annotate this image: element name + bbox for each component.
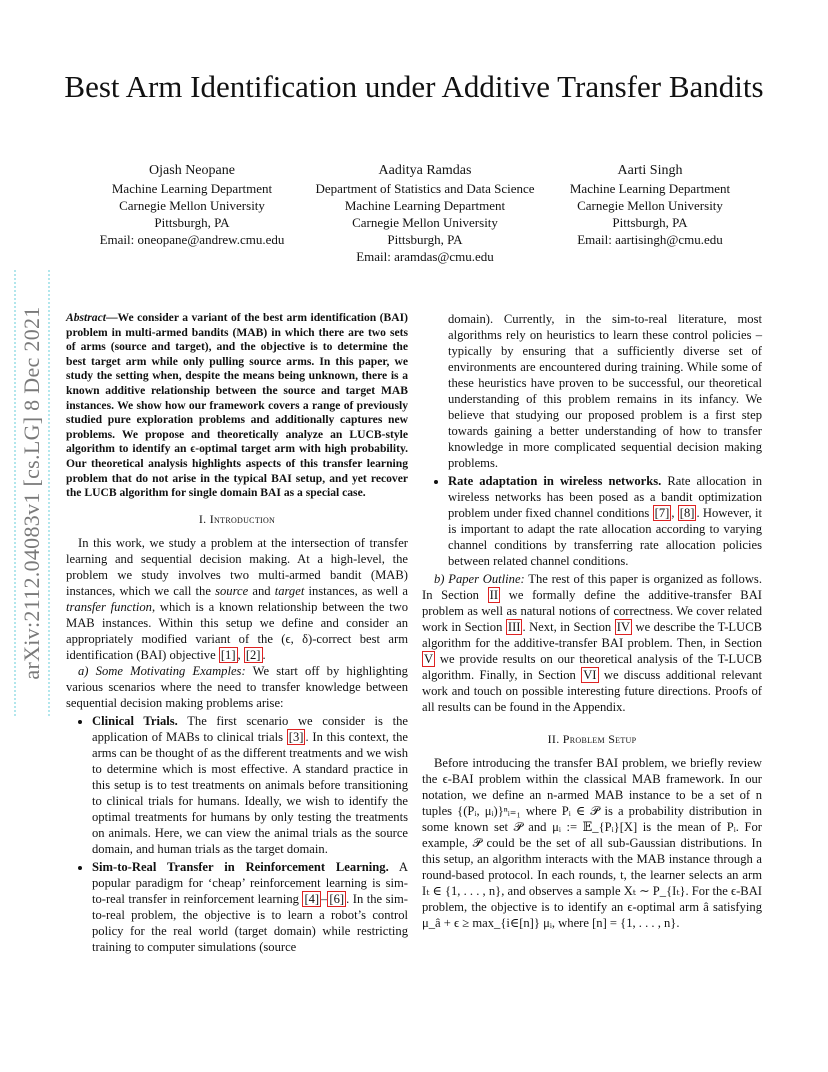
list-item-title: Rate adaptation in wireless networks. bbox=[448, 474, 662, 488]
author-affiliation: Machine Learning Department bbox=[344, 198, 506, 213]
text-run: we describe the T-LUCB algorithm for the additive-transfer BAI problem. Then, in Section bbox=[422, 620, 762, 650]
paragraph-label: b) Paper Outline: bbox=[434, 572, 525, 586]
citation-link[interactable]: [3] bbox=[288, 729, 304, 744]
text-run: We start off by highlighting various scenarios where the need to transfer knowledge between sequential decision making problems arise: bbox=[66, 663, 408, 710]
abstract-text: —We consider a variant of the best arm identification (BAI) problem in multi-armed bandits (MAB) in which there are two sets of arms (source and target), and the objective is to determine the best target arm while only pulling source arms. In this paper, we study the setting when, despite the means being unknown, there is a known additive relationship between the source and target MAB instances. We show how our framework covers a range of previously studied pure exploration problems and additionally captures new problems. We propose and theoretically analyze an LUCB-style algorithm to identify an ϵ-optimal target arm with high probability. Our theoretical analysis highlights aspects of this transfer learning problem that do not arise in the typical BAI setup, and yet recover the LUCB algorithm for single domain BAI as a special case. bbox=[66, 311, 408, 500]
author-name: Ojash Neopane bbox=[149, 163, 235, 178]
section-heading-introduction: I. Introduction bbox=[198, 511, 276, 526]
text-run: A popular paradigm for ‘cheap’ reinforcement learning is sim-to-real transfer in reinforcement learning bbox=[92, 859, 408, 906]
text-run: Rate allocation in wireless networks has been posed as a bandit optimization problem under fixed channel conditions bbox=[448, 474, 762, 520]
author-email: Email: aartisingh@cmu.edu bbox=[577, 232, 723, 247]
right-column bbox=[422, 311, 762, 931]
citation-link[interactable]: [6] bbox=[329, 891, 345, 906]
text-run: we formally define the additive-transfer BAI problem as well as natural notions of correctness. We cover related work in Section bbox=[422, 588, 762, 634]
author-affiliation: Machine Learning Department bbox=[111, 181, 273, 196]
paper-outline-paragraph bbox=[422, 571, 762, 715]
text-run: The rest of this paper is organized as follows. In Section bbox=[422, 572, 762, 602]
left-column bbox=[66, 311, 408, 957]
emphasis-source: source bbox=[215, 583, 249, 598]
arxiv-identifier[interactable]: arXiv:2112.04083v1 [cs.LG] 8 Dec 2021 bbox=[19, 306, 44, 680]
list-item-rate-adaptation bbox=[448, 473, 762, 569]
abstract bbox=[66, 311, 408, 501]
list-item-sim-to-real bbox=[92, 859, 408, 955]
text-run: , bbox=[671, 506, 678, 520]
author-name: Aarti Singh bbox=[617, 163, 683, 178]
text-run: instances, as well a bbox=[304, 583, 409, 598]
author-affiliation: Carnegie Mellon University bbox=[119, 198, 265, 213]
arxiv-sidebar[interactable] bbox=[12, 270, 52, 716]
section-heading-problem-setup: II. Problem Setup bbox=[547, 732, 637, 746]
section-link[interactable]: II bbox=[489, 588, 499, 602]
author-block-1 bbox=[92, 162, 292, 248]
section-link[interactable]: IV bbox=[616, 620, 630, 634]
list-item-title: Sim-to-Real Transfer in Reinforcement Learning. bbox=[92, 859, 389, 874]
text-run: we provide results on our theoretical analysis of the T-LUCB algorithm. Finally, in Section bbox=[422, 652, 762, 682]
citation-link[interactable]: [1] bbox=[220, 647, 236, 662]
author-affiliation: Carnegie Mellon University bbox=[577, 198, 723, 213]
text-run: we discuss additional relevant work and touch on possible interesting future directions. Proofs of all results can be found in the Appendix. bbox=[422, 668, 762, 714]
author-affiliation: Department of Statistics and Data Science bbox=[315, 181, 535, 196]
author-affiliation: Carnegie Mellon University bbox=[352, 215, 498, 230]
motivating-examples-paragraph bbox=[66, 663, 408, 711]
author-affiliation: Pittsburgh, PA bbox=[612, 215, 688, 230]
examples-list bbox=[66, 713, 408, 955]
emphasis-transfer-function: transfer function bbox=[66, 599, 152, 614]
author-email: Email: aramdas@cmu.edu bbox=[356, 249, 494, 264]
author-block-2 bbox=[300, 162, 550, 265]
list-item-clinical-trials bbox=[92, 713, 408, 857]
text-run: . In the sim-to-real problem, the objective is to learn a robot’s control policy for the real world (target domain) while restricting training to computer simulations (source bbox=[92, 891, 408, 954]
section-link[interactable]: VI bbox=[583, 668, 597, 682]
citation-link[interactable]: [8] bbox=[679, 506, 695, 520]
abstract-label: Abstract bbox=[66, 311, 106, 324]
author-name: Aaditya Ramdas bbox=[378, 163, 472, 178]
problem-setup-paragraph: Before introducing the transfer BAI problem, we briefly review the ϵ-BAI problem within the classical MAB framework. In our notation, we define an n-armed MAB instance to be a set of n tuples {(Pᵢ, μᵢ)}ⁿᵢ₌₁ where Pᵢ ∈ 𝒫 is a probability distribution in some known set 𝒫 and μᵢ := 𝔼_{Pᵢ}[X] is the mean of Pᵢ. For example, 𝒫 could be the set of all sub-Gaussian distributions. In this setup, an algorithm interacts with the MAB instance through a round-based protocol. In each rounds, t, the learner selects an arm Iₜ ∈ {1, . . . , n}, and observes a sample Xₜ ∼ P_{Iₜ}. For the ϵ-BAI problem, the objective is to identify an ϵ-optimal arm â satisfying μ_â + ϵ ≥ max_{i∈[n]} μᵢ, where [n] = {1, . . . , n}. bbox=[422, 756, 762, 930]
text-run: , bbox=[237, 647, 244, 662]
text-run: . bbox=[262, 647, 266, 662]
author-affiliation: Machine Learning Department bbox=[569, 181, 731, 196]
citation-link[interactable]: [2] bbox=[245, 647, 261, 662]
text-run: , which is a known relationship between the two MAB instances. Within this setup we define and consider an appropriately modified variant of the (ϵ, δ)-correct best arm identification (BAI) objective bbox=[66, 599, 408, 662]
author-affiliation: Pittsburgh, PA bbox=[154, 215, 230, 230]
citation-link[interactable]: [7] bbox=[654, 506, 670, 520]
text-run: and bbox=[248, 583, 275, 598]
examples-list-continued bbox=[422, 473, 762, 569]
text-run: . Next, in Section bbox=[522, 620, 615, 634]
list-item-title: Clinical Trials. bbox=[92, 713, 178, 728]
text-run: – bbox=[321, 891, 328, 906]
author-block-3 bbox=[560, 162, 740, 248]
paper-title: Best Arm Identification under Additive Transfer Bandits bbox=[64, 69, 764, 104]
text-run: . In this context, the arms can be thought of as the different treatments and we wish to determine which is most effective. A standard practice in this setup is to test treatments on animals before transitioning to clinical trials for humans. Ideally, we wish to identify the optimal treatments for humans by only testing the treatments on animals. Here, we can view the animal trials as the source domain, and human trials as the target domain. bbox=[92, 729, 409, 856]
section-link[interactable]: III bbox=[507, 620, 521, 634]
text-run: In this work, we study a problem at the intersection of transfer learning and sequential decision making. At a high-level, the problem we study involves two multi-armed bandit (MAB) instances, which we call the bbox=[66, 535, 408, 598]
text-run: . However, it is important to adapt the rate allocation according to varying channel conditions by transferring rate allocation policies between related channel conditions. bbox=[448, 506, 762, 568]
intro-paragraph bbox=[66, 535, 408, 663]
text-run: The first scenario we consider is the application of MABs to clinical trials bbox=[92, 713, 408, 744]
author-email: Email: oneopane@andrew.cmu.edu bbox=[99, 232, 285, 247]
sim-to-real-continuation: domain). Currently, in the sim-to-real literature, most algorithms rely on heuristics to learn these control policies – typically by ensuring that a sufficiently diverse set of environments are encountered during training. While some of these heuristics have proven to be successful, our theoretical understanding of this problem remains in its infancy. We believe that studying our proposed problem is a first step towards gaining a better understanding of how to transfer knowledge in more complicated sequential decision making problems. bbox=[448, 312, 762, 470]
paragraph-label: a) Some Motivating Examples: bbox=[78, 663, 246, 678]
emphasis-target: target bbox=[274, 583, 305, 598]
citation-link[interactable]: [4] bbox=[304, 891, 320, 906]
author-affiliation: Pittsburgh, PA bbox=[387, 232, 463, 247]
section-link[interactable]: V bbox=[424, 652, 434, 666]
